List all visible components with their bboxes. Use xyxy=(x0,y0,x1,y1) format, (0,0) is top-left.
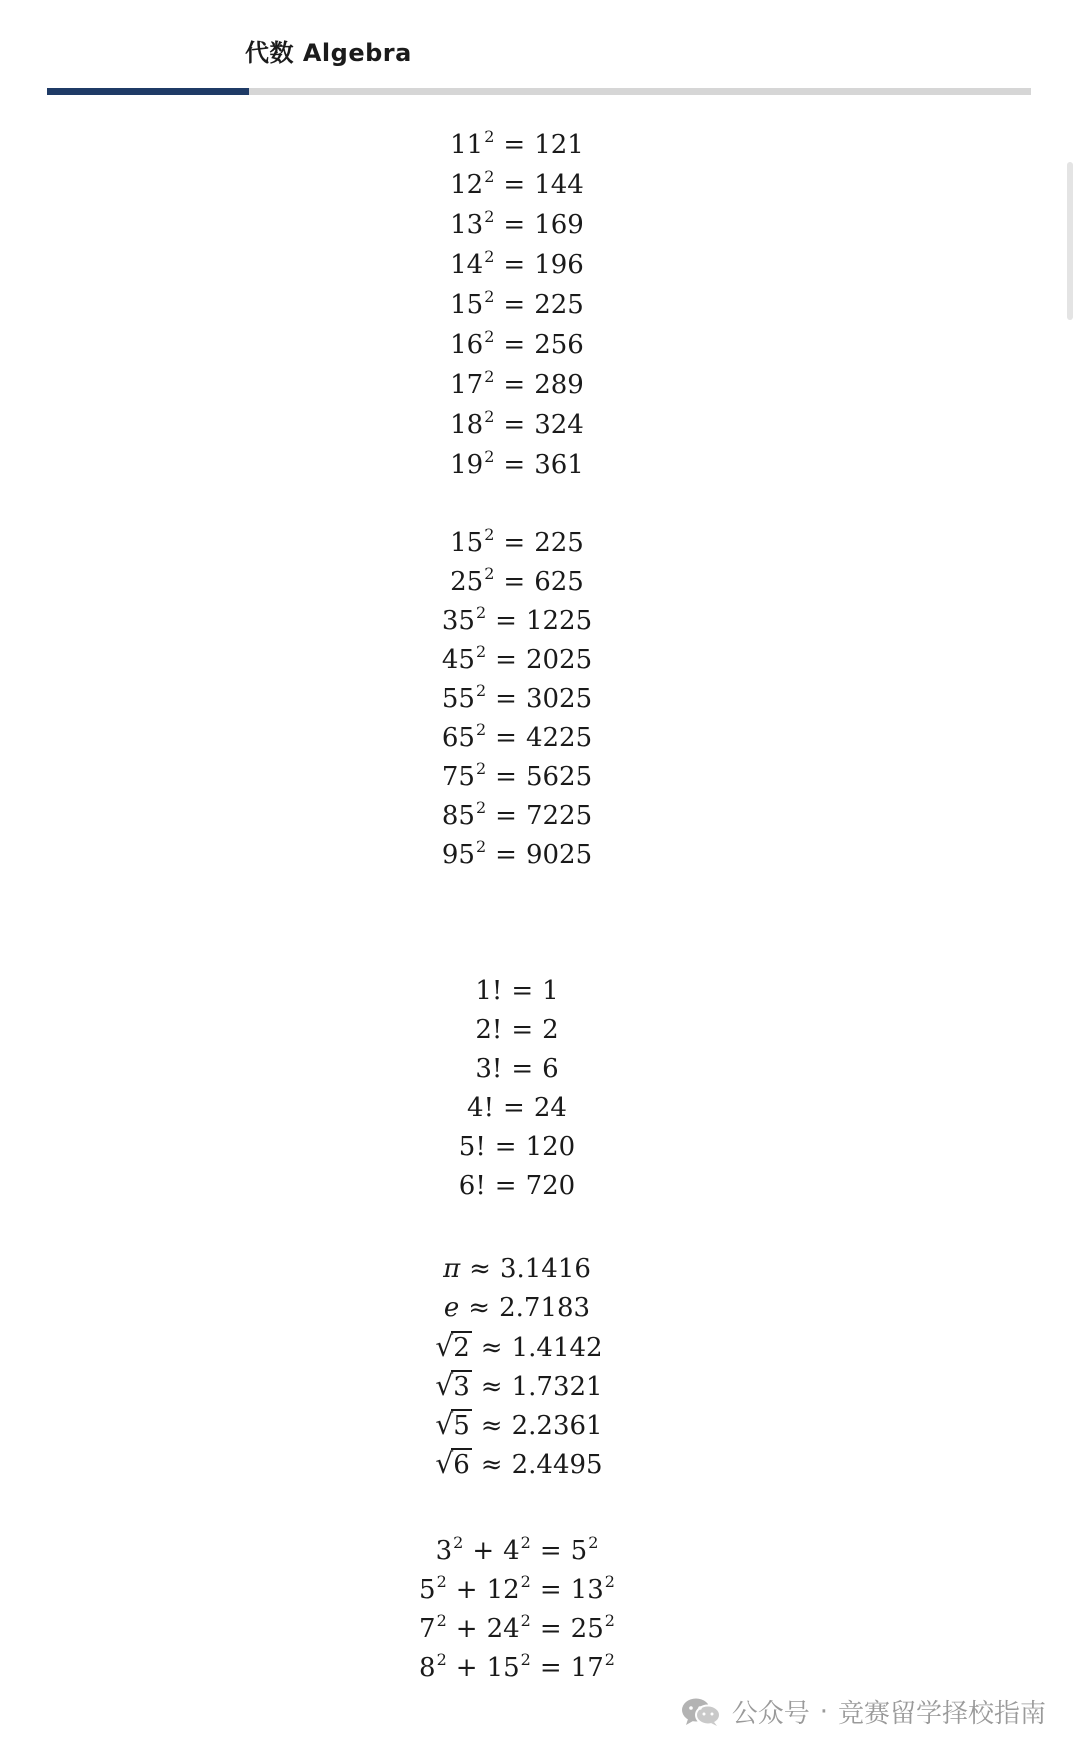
base: 19 xyxy=(450,450,484,480)
exponent: 2 xyxy=(588,1533,599,1552)
result: 324 xyxy=(534,410,584,440)
pythagorean-triple-row xyxy=(0,1650,1034,1683)
constant-symbol: π xyxy=(443,1254,461,1284)
equals-sign: = xyxy=(503,1093,525,1123)
exponent: 2 xyxy=(436,1572,447,1591)
radical-sign: √ xyxy=(435,1330,454,1363)
plus-sign: + xyxy=(455,1575,478,1605)
equals-sign: = xyxy=(503,567,526,597)
square-11-19-row xyxy=(0,287,1034,320)
exponent: 2 xyxy=(475,603,487,622)
leg-a: 7 xyxy=(419,1614,436,1644)
square-ending-5-row xyxy=(0,603,1034,636)
base: 55 xyxy=(441,684,475,714)
factorial-row xyxy=(0,1017,1034,1043)
exponent: 2 xyxy=(436,1650,447,1669)
equals-sign: = xyxy=(503,250,526,280)
exponent: 2 xyxy=(436,1611,447,1630)
result: 9025 xyxy=(525,840,593,870)
factorial-row xyxy=(0,1134,1034,1160)
exponent: 2 xyxy=(484,525,495,544)
footer-separator: · xyxy=(819,1696,828,1727)
exponent: 2 xyxy=(475,681,487,700)
square-ending-5-row xyxy=(0,798,1034,831)
leg-b: 12 xyxy=(486,1575,520,1605)
result: 6 xyxy=(542,1054,559,1084)
base: 13 xyxy=(450,210,484,240)
constant-row xyxy=(0,1295,1034,1321)
exponent: 2 xyxy=(484,564,495,583)
approx-value: 1.7321 xyxy=(511,1372,603,1402)
radicand: 6 xyxy=(453,1450,470,1480)
factorial-row xyxy=(0,978,1034,1004)
leg-b: 24 xyxy=(486,1614,520,1644)
approx-sign: ≈ xyxy=(480,1450,503,1480)
square-root-row xyxy=(0,1448,1034,1478)
equals-sign: = xyxy=(511,976,534,1006)
base: 35 xyxy=(441,606,475,636)
exponent: 2 xyxy=(604,1650,615,1669)
square-11-19-row xyxy=(0,207,1034,240)
approx-sign: ≈ xyxy=(469,1254,491,1284)
result: 1225 xyxy=(525,606,593,636)
equals-sign: = xyxy=(503,170,526,200)
result: 121 xyxy=(534,130,584,160)
equals-sign: = xyxy=(503,410,526,440)
radical-sign: √ xyxy=(435,1447,454,1480)
factorial-row xyxy=(0,1056,1034,1082)
plus-sign: + xyxy=(455,1653,478,1683)
base: 15 xyxy=(450,290,484,320)
base: 14 xyxy=(450,250,484,280)
approx-sign: ≈ xyxy=(468,1293,491,1323)
equals-sign: = xyxy=(539,1653,562,1683)
square-root xyxy=(431,1409,471,1439)
square-ending-5-row xyxy=(0,525,1034,558)
result: 361 xyxy=(534,450,584,480)
square-11-19-row xyxy=(0,447,1034,480)
square-11-19-row xyxy=(0,367,1034,400)
exponent: 2 xyxy=(484,287,495,306)
header-title: 代数 Algebra xyxy=(245,39,412,67)
square-ending-5-row xyxy=(0,681,1034,714)
footer-account-name: 竞赛留学择校指南 xyxy=(837,1699,1046,1729)
square-root-row xyxy=(0,1409,1034,1439)
exponent: 2 xyxy=(484,247,495,266)
exponent: 2 xyxy=(475,759,487,778)
square-root-row xyxy=(0,1331,1034,1361)
square-ending-5-row xyxy=(0,759,1034,792)
exponent: 2 xyxy=(604,1572,615,1591)
exponent: 2 xyxy=(520,1533,531,1552)
exponent: 2 xyxy=(475,798,487,817)
constant-symbol: e xyxy=(443,1293,460,1323)
exponent: 2 xyxy=(520,1650,531,1669)
hypotenuse: 5 xyxy=(570,1536,588,1566)
header-divider-accent xyxy=(47,88,249,95)
pythagorean-triple-row xyxy=(0,1611,1034,1644)
result: 196 xyxy=(534,250,584,280)
leg-b: 4 xyxy=(503,1536,520,1566)
base: 15 xyxy=(450,528,484,558)
result: 289 xyxy=(534,370,584,400)
base: 25 xyxy=(450,567,484,597)
base: 18 xyxy=(450,410,484,440)
square-root xyxy=(431,1331,471,1361)
exponent: 2 xyxy=(484,367,495,386)
equals-sign: = xyxy=(503,210,526,240)
base: 11 xyxy=(450,130,484,160)
exponent: 2 xyxy=(484,167,495,186)
exponent: 2 xyxy=(484,127,495,146)
equals-sign: = xyxy=(503,290,526,320)
result: 256 xyxy=(534,330,584,360)
scrollbar[interactable] xyxy=(1067,162,1073,320)
approx-value: 1.4142 xyxy=(511,1333,603,1363)
result: 225 xyxy=(534,528,584,558)
footer-watermark xyxy=(680,1693,1046,1730)
pythagorean-triple-row xyxy=(0,1572,1034,1605)
square-11-19-row xyxy=(0,167,1034,200)
radical-sign: √ xyxy=(435,1369,454,1402)
result: 4225 xyxy=(525,723,593,753)
approx-sign: ≈ xyxy=(480,1333,503,1363)
exponent: 2 xyxy=(520,1572,531,1591)
exponent: 2 xyxy=(453,1533,464,1552)
result: 24 xyxy=(533,1093,567,1123)
equals-sign: = xyxy=(495,684,517,714)
equals-sign: = xyxy=(494,1132,517,1162)
equals-sign: = xyxy=(495,762,517,792)
exponent: 2 xyxy=(604,1611,615,1630)
equals-sign: = xyxy=(503,330,526,360)
equals-sign: = xyxy=(494,1171,517,1201)
equals-sign: = xyxy=(511,1054,534,1084)
equals-sign: = xyxy=(511,1015,534,1045)
result: 169 xyxy=(534,210,584,240)
square-ending-5-row xyxy=(0,642,1034,675)
equals-sign: = xyxy=(503,370,526,400)
square-root xyxy=(431,1448,471,1478)
base: 16 xyxy=(450,330,484,360)
square-root xyxy=(431,1370,471,1400)
approx-value: 3.1416 xyxy=(499,1254,591,1284)
equals-sign: = xyxy=(539,1575,562,1605)
approx-value: 2.2361 xyxy=(511,1411,603,1441)
exponent: 2 xyxy=(475,837,487,856)
square-ending-5-row xyxy=(0,837,1034,870)
equals-sign: = xyxy=(495,645,517,675)
leg-b: 15 xyxy=(486,1653,520,1683)
radicand: 2 xyxy=(453,1333,470,1363)
leg-a: 5 xyxy=(419,1575,436,1605)
exponent: 2 xyxy=(520,1611,531,1630)
result: 144 xyxy=(534,170,584,200)
base: 12 xyxy=(450,170,484,200)
hypotenuse: 17 xyxy=(570,1653,604,1683)
exponent: 2 xyxy=(475,720,487,739)
hypotenuse: 13 xyxy=(570,1575,604,1605)
equals-sign: = xyxy=(503,528,526,558)
base: 75 xyxy=(441,762,475,792)
approx-value: 2.4495 xyxy=(511,1450,603,1480)
result: 2 xyxy=(542,1015,559,1045)
hypotenuse: 25 xyxy=(570,1614,604,1644)
factorial: 4! xyxy=(467,1093,495,1123)
square-ending-5-row xyxy=(0,564,1034,597)
square-11-19-row xyxy=(0,407,1034,440)
exponent: 2 xyxy=(484,207,495,226)
wechat-icon xyxy=(680,1697,722,1727)
result: 5625 xyxy=(525,762,593,792)
footer-account-label: 公众号 xyxy=(731,1699,810,1729)
approx-sign: ≈ xyxy=(480,1372,503,1402)
result: 3025 xyxy=(525,684,593,714)
result: 225 xyxy=(534,290,584,320)
base: 17 xyxy=(450,370,484,400)
factorial: 6! xyxy=(458,1171,486,1201)
pythagorean-triple-row xyxy=(0,1533,1034,1566)
factorial-row xyxy=(0,1095,1034,1121)
result: 1 xyxy=(542,976,559,1006)
leg-a: 3 xyxy=(435,1536,453,1566)
square-11-19-row xyxy=(0,247,1034,280)
leg-a: 8 xyxy=(419,1653,436,1683)
factorial: 3! xyxy=(475,1054,503,1084)
equals-sign: = xyxy=(503,130,526,160)
header-divider xyxy=(47,88,1031,95)
base: 45 xyxy=(441,645,475,675)
factorial-row xyxy=(0,1173,1034,1199)
factorial: 1! xyxy=(475,976,503,1006)
square-11-19-row xyxy=(0,127,1034,160)
equals-sign: = xyxy=(495,801,517,831)
result: 2025 xyxy=(525,645,593,675)
equals-sign: = xyxy=(503,450,526,480)
constant-row xyxy=(0,1256,1034,1282)
square-ending-5-row xyxy=(0,720,1034,753)
equals-sign: = xyxy=(495,723,517,753)
result: 120 xyxy=(525,1132,576,1162)
result: 625 xyxy=(534,567,584,597)
plus-sign: + xyxy=(455,1614,478,1644)
factorial: 5! xyxy=(458,1132,486,1162)
equals-sign: = xyxy=(539,1536,562,1566)
square-11-19-row xyxy=(0,327,1034,360)
radicand: 5 xyxy=(453,1411,470,1441)
result: 7225 xyxy=(525,801,593,831)
plus-sign: + xyxy=(472,1536,495,1566)
base: 65 xyxy=(441,723,475,753)
radicand: 3 xyxy=(453,1372,470,1402)
exponent: 2 xyxy=(484,407,495,426)
approx-value: 2.7183 xyxy=(499,1293,591,1323)
base: 85 xyxy=(441,801,475,831)
equals-sign: = xyxy=(495,840,517,870)
equals-sign: = xyxy=(495,606,517,636)
exponent: 2 xyxy=(484,327,495,346)
square-root-row xyxy=(0,1370,1034,1400)
equals-sign: = xyxy=(539,1614,562,1644)
exponent: 2 xyxy=(475,642,487,661)
exponent: 2 xyxy=(484,447,495,466)
radical-sign: √ xyxy=(435,1408,454,1441)
approx-sign: ≈ xyxy=(480,1411,503,1441)
base: 95 xyxy=(441,840,475,870)
result: 720 xyxy=(525,1171,576,1201)
factorial: 2! xyxy=(475,1015,503,1045)
